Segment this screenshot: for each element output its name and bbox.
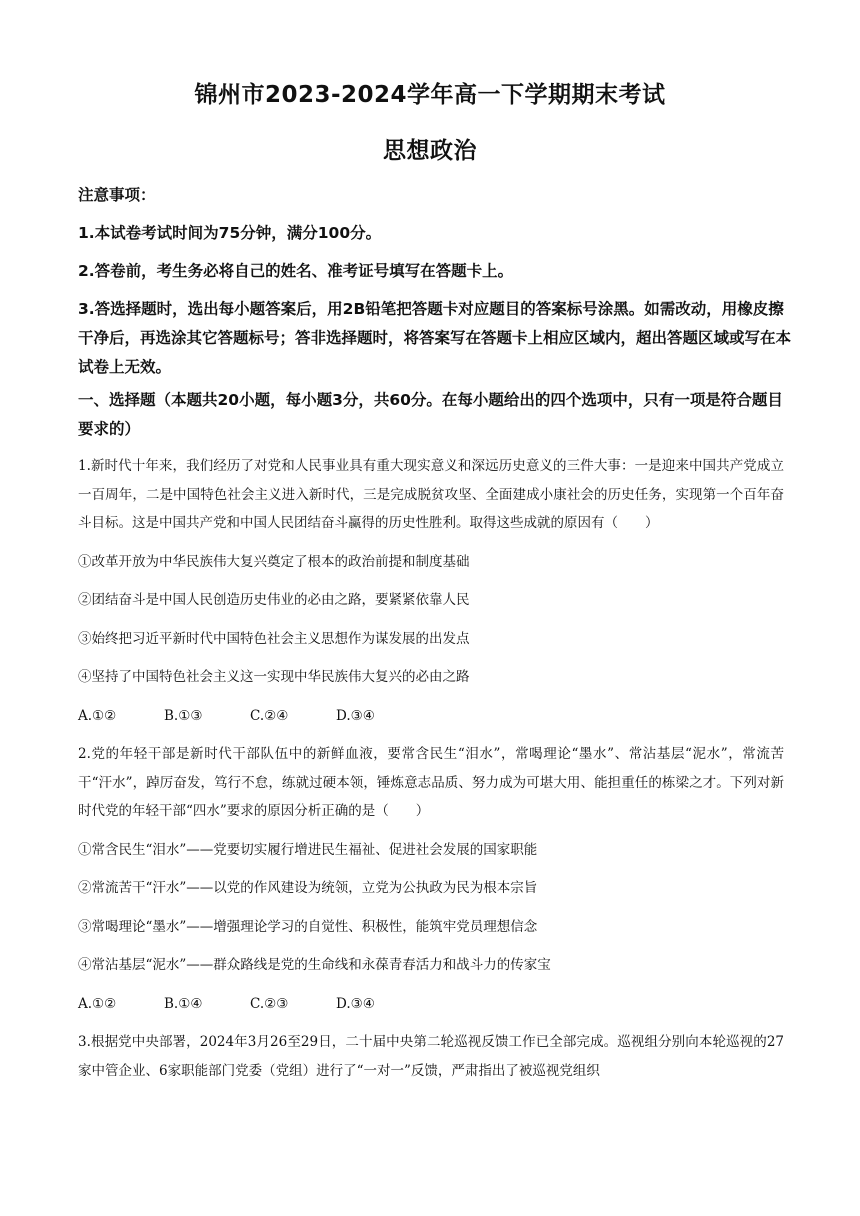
answer-choice: B.①④ [164, 995, 203, 1012]
exam-title: 锦州市2023-2024学年高一下学期期末考试 [194, 82, 666, 108]
section-heading: 一、选择题（本题共20小题，每小题3分，共60分。在每小题给出的四个选项中，只有一项是符合题目要求的） [78, 391, 783, 438]
notice-item: 1.本试卷考试时间为75分钟，满分100分。 [78, 224, 382, 242]
question-list [78, 452, 784, 1095]
question-option: ①改革开放为中华民族伟大复兴奠定了根本的政治前提和制度基础 [78, 553, 470, 570]
answer-choice: D.③④ [336, 707, 375, 724]
answer-choices [78, 702, 784, 731]
answer-choice: C.②③ [250, 995, 289, 1012]
notice-block [78, 181, 798, 391]
question-option: ③始终把习近平新时代中国特色社会主义思想作为谋发展的出发点 [78, 630, 470, 647]
question-option: ④坚持了中国特色社会主义这一实现中华民族伟大复兴的必由之路 [78, 669, 470, 685]
answer-choices [78, 990, 784, 1019]
subject-title: 思想政治 [383, 138, 477, 164]
question-option: ④常沾基层“泥水”——群众路线是党的生命线和永葆青春活力和战斗力的传家宝 [78, 957, 551, 973]
question-option: ①常含民生“泪水”——党要切实履行增进民生福祉、促进社会发展的国家职能 [78, 841, 538, 858]
answer-choice: D.③④ [336, 995, 375, 1012]
notice-heading: 注意事项： [78, 186, 156, 204]
notice-item: 3.答选择题时，选出每小题答案后，用2B铅笔把答题卡对应题目的答案标号涂黑。如需改动，用橡皮擦干净后，再选涂其它答题标号；答非选择题时，将答案写在答题卡上相应区域内，超出答题区域或写在本试卷上无效。 [78, 300, 792, 376]
question-stem: 2.党的年轻干部是新时代干部队伍中的新鲜血液，要常含民生“泪水”，常喝理论“墨水”、常沾基层“泥水”，常流苦干“汗水”，踔厉奋发，笃行不怠，练就过硬本领，锤炼意志品质、努力成为可堪大用、能担重任的栋梁之才。下列对新时代党的年轻干部“四水”要求的原因分析正确的是（ ） [78, 746, 784, 819]
answer-choice: C.②④ [250, 707, 289, 724]
notice-item: 2.答卷前，考生务必将自己的姓名、准考证号填写在答题卡上。 [78, 262, 514, 280]
answer-choice: B.①③ [164, 707, 203, 724]
question-stem: 1.新时代十年来，我们经历了对党和人民事业具有重大现实意义和深远历史意义的三件大事：一是迎来中国共产党成立一百周年，二是中国特色社会主义进入新时代，三是完成脱贫攻坚、全面建成小康社会的历史任务，实现第一个百年奋斗目标。这是中国共产党和中国人民团结奋斗赢得的历史性胜利。取得这些成就的原因有（ ） [78, 458, 784, 531]
question-option: ②团结奋斗是中国人民创造历史伟业的必由之路，要紧紧依靠人民 [78, 592, 470, 608]
question-option: ②常流苦干“汗水”——以党的作风建设为统领，立党为公执政为民为根本宗旨 [78, 880, 538, 896]
answer-choice: A.①② [78, 995, 117, 1012]
question-option: ③常喝理论“墨水”——增强理论学习的自觉性、积极性，能筑牢党员理想信念 [78, 918, 538, 935]
answer-choice: A.①② [78, 707, 117, 724]
question-stem: 3.根据党中央部署，2024年3月26至29日，二十届中央第二轮巡视反馈工作已全部完成。巡视组分别向本轮巡视的27家中管企业、6家职能部门党委（党组）进行了“一对一”反馈，严肃指出了被巡视党组织 [78, 1034, 784, 1079]
